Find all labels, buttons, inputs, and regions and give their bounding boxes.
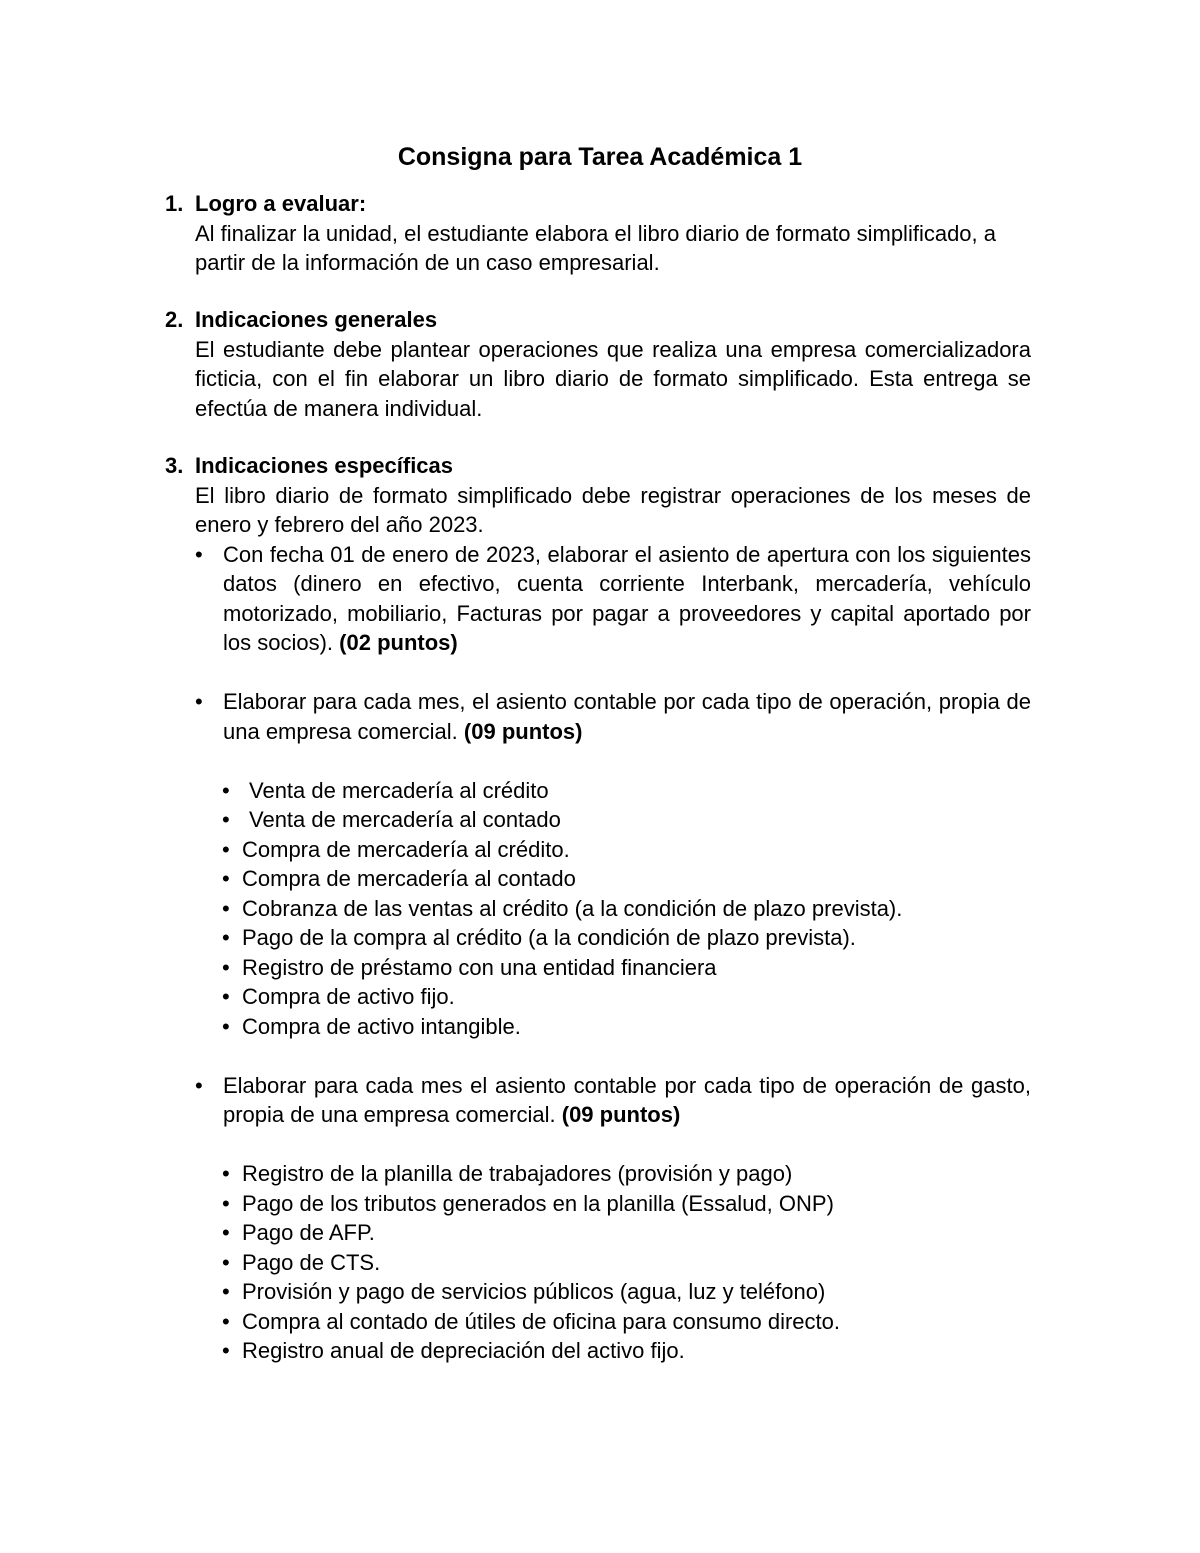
bullet-icon: • [195, 689, 203, 714]
list-item: • Pago de los tributos generados en la planilla (Essalud, ONP) [165, 1189, 1031, 1219]
list-item: • Compra al contado de útiles de oficina para consumo directo. [165, 1307, 1031, 1337]
section-heading [165, 451, 1031, 481]
bullet-text: Elaborar para cada mes el asiento contable por cada tipo de operación de gasto, propia de una empresa comercial. [223, 1072, 1031, 1127]
section-number: 2. [165, 307, 184, 332]
document-title: Consigna para Tarea Académica 1 [397, 143, 803, 171]
bullet-icon: • [222, 1308, 230, 1334]
bullet-icon: • [222, 1161, 230, 1186]
section-body: El estudiante debe plantear operaciones que realiza una empresa comercializadora ficticia, con el fin elaborar un libro diario de formato simplificado. Esta entrega se efectúa de manera individual. [195, 336, 1031, 421]
list-item: • Registro anual de depreciación del activo fijo. [165, 1336, 1031, 1366]
section-heading-text: Indicaciones específicas [195, 453, 454, 478]
bullet-icon: • [222, 984, 230, 1009]
bullet-icon: • [222, 954, 230, 980]
bullet-icon: • [195, 541, 203, 567]
bullet-icon: • [222, 925, 230, 950]
gastos-list [165, 1159, 1031, 1366]
points-label: (02 puntos) [339, 630, 458, 655]
section-number: 3. [165, 453, 184, 478]
section-heading [165, 305, 1031, 335]
bullet-operaciones-comerciales [165, 687, 1031, 746]
section-logro [165, 189, 1031, 278]
section-body: El libro diario de formato simplificado debe registrar operaciones de los meses de enero y febrero del año 2023. [195, 482, 1031, 537]
list-item: • Registro de préstamo con una entidad financiera [165, 953, 1031, 983]
bullet-icon: • [222, 777, 230, 803]
list-item: • Pago de CTS. [165, 1248, 1031, 1278]
list-item: • Registro de la planilla de trabajadores (provisión y pago) [165, 1159, 1031, 1189]
bullet-text: Elaborar para cada mes, el asiento contable por cada tipo de operación, propia de una empresa comercial. [223, 689, 1031, 744]
section-heading-text: Logro a evaluar: [195, 191, 367, 216]
bullet-icon: • [222, 1249, 230, 1275]
section-number: 1. [165, 191, 184, 216]
list-item: • Venta de mercadería al crédito [165, 776, 1031, 806]
bullet-icon: • [195, 1072, 203, 1098]
section-heading [165, 189, 1031, 219]
list-item: • Venta de mercadería al contado [165, 805, 1031, 835]
points-label: (09 puntos) [561, 1102, 681, 1127]
section-body: Al finalizar la unidad, el estudiante elabora el libro diario de formato simplificado, a partir de la información de un caso empresarial. [195, 220, 997, 275]
bullet-icon: • [222, 1220, 230, 1245]
list-item: • Compra de mercadería al crédito. [165, 835, 1031, 865]
section-indicaciones-generales [165, 305, 1031, 423]
section-heading-text: Indicaciones generales [195, 307, 438, 332]
bullet-icon: • [222, 1013, 230, 1039]
bullet-asiento-apertura [165, 540, 1031, 658]
list-item: • Compra de mercadería al contado [165, 864, 1031, 894]
bullet-icon: • [222, 1190, 230, 1216]
bullet-operaciones-gasto [165, 1071, 1031, 1130]
bullet-text: Con fecha 01 de enero de 2023, elaborar el asiento de apertura con los siguientes datos (dinero en efectivo, cuenta corriente Interbank, mercadería, vehículo motorizado, mobiliario, Facturas por pagar a proveedores y capital aportado por los socios). [223, 541, 1031, 655]
list-item: • Pago de AFP. [165, 1218, 1031, 1248]
list-item: • Compra de activo fijo. [165, 982, 1031, 1012]
bullet-icon: • [222, 895, 230, 921]
list-item: • Compra de activo intangible. [165, 1012, 1031, 1042]
bullet-icon: • [222, 1338, 230, 1363]
list-item: • Provisión y pago de servicios públicos (agua, luz y teléfono) [165, 1277, 1031, 1307]
bullet-icon: • [222, 807, 230, 832]
bullet-icon: • [222, 836, 230, 862]
bullet-icon: • [222, 1279, 230, 1304]
operaciones-list [165, 776, 1031, 1042]
bullet-icon: • [222, 866, 230, 891]
points-label: (09 puntos) [463, 718, 583, 744]
list-item: • Cobranza de las ventas al crédito (a la condición de plazo prevista). [165, 894, 1031, 924]
section-indicaciones-especificas [165, 451, 1031, 1366]
list-item: • Pago de la compra al crédito (a la condición de plazo prevista). [165, 923, 1031, 953]
